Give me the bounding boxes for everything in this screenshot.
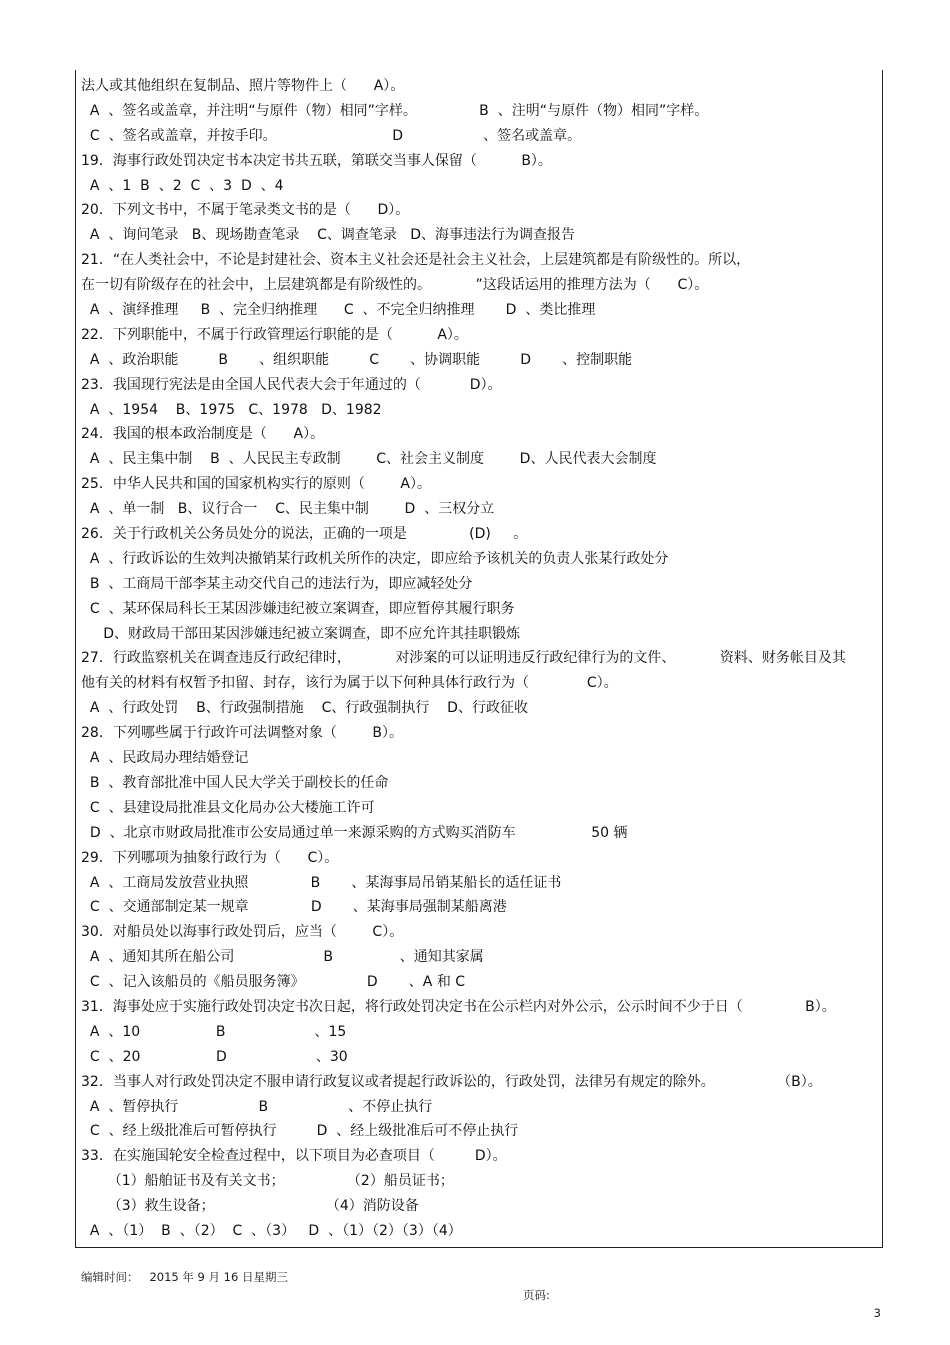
text-line: 29．下列哪项为抽象行政行为（ C）。 <box>81 849 339 866</box>
text-line: C 、经上级批准后可暂停执行 D 、经上级批准后可不停止执行 <box>81 1123 519 1140</box>
page-number: 3 <box>873 1306 881 1320</box>
text-line: 25．中华人民共和国的国家机构实行的原则（ A）。 <box>81 476 431 493</box>
page-footer <box>81 1250 881 1320</box>
text-line: C 、签名或盖章，并按手印。 D 、签名或盖章。 <box>81 127 582 144</box>
text-line: 26．关于行政机关公务员处分的说法，正确的一项是 (D) 。 <box>81 526 528 543</box>
text-line: A 、1 B 、2 C 、3 D 、4 <box>81 177 284 194</box>
text-line: A 、演绎推理 B 、完全归纳推理 C 、不完全归纳推理 D 、类比推理 <box>81 302 596 319</box>
text-line: 24．我国的根本政治制度是（ A）。 <box>81 426 325 443</box>
text-line: B 、工商局干部李某主动交代自己的违法行为，即应减轻处分 <box>81 575 473 592</box>
text-line: A 、签名或盖章，并注明“与原件（物）相同”字样。 B 、注明“与原件（物）相同”字样。 <box>81 102 709 119</box>
text-line: C 、记入该船员的《船员服务簿》 D 、A 和 C <box>81 974 466 991</box>
text-line: 19．海事行政处罚决定书本决定书共五联，第联交当事人保留（ B）。 <box>81 152 552 169</box>
text-line: A 、暂停执行 B 、不停止执行 <box>81 1098 433 1115</box>
text-line: 32．当事人对行政处罚决定不服申请行政复议或者提起行政诉讼的，行政处罚，法律另有规定的除外。 （B）。 <box>81 1073 822 1090</box>
text-line: 23．我国现行宪法是由全国人民代表大会于年通过的（ D）。 <box>81 376 502 393</box>
text-line: A 、询问笔录 B、现场勘查笔录 C、调查笔录 D、海事违法行为调查报告 <box>81 227 576 244</box>
text-line: C 、县建设局批准县文化局办公大楼施工许可 <box>81 799 375 816</box>
document-body <box>81 74 876 1244</box>
text-line: A 、政治职能 B 、组织职能 C 、协调职能 D 、控制职能 <box>81 351 633 368</box>
text-line: A 、通知其所在船公司 B 、通知其家属 <box>81 949 484 966</box>
text-line: D、财政局干部田某因涉嫌违纪被立案调查，即不应允许其挂职锻炼 <box>81 625 521 642</box>
text-line: A 、单一制 B、议行合一 C、民主集中制 D 、三权分立 <box>81 501 495 518</box>
text-line: 30．对船员处以海事行政处罚后，应当（ C）。 <box>81 924 404 941</box>
text-line: A 、10 B 、15 <box>81 1023 347 1040</box>
text-line: 31．海事处应于实施行政处罚决定书次日起，将行政处罚决定书在公示栏内对外公示，公示时间不少于日（ B）。 <box>81 998 836 1015</box>
text-line: （3）救生设备； （4）消防设备 <box>81 1198 419 1215</box>
text-line: 法人或其他组织在复制品、照片等物件上（ A）。 <box>81 78 405 94</box>
text-line: C 、交通部制定某一规章 D 、某海事局强制某船离港 <box>81 899 507 916</box>
text-line: A 、（1） B 、（2） C 、（3） D 、（1）（2）（3）（4） <box>81 1222 462 1239</box>
text-line: A 、工商局发放营业执照 B 、某海事局吊销某船长的适任证书 <box>81 874 562 891</box>
text-line: B 、教育部批准中国人民大学关于副校长的任命 <box>81 774 389 791</box>
text-line: （1）船舶证书及有关文书； （2）船员证书； <box>81 1173 454 1190</box>
text-line: 27．行政监察机关在调查违反行政纪律时， 对涉案的可以证明违反行政纪律行为的文件、 资料、财务帐目及其 <box>81 650 846 667</box>
text-line: A 、民政局办理结婚登记 <box>81 750 249 767</box>
text-line: 22．下列职能中，不属于行政管理运行职能的是（ A）。 <box>81 326 468 343</box>
text-line: 33．在实施国轮安全检查过程中，以下项目为必查项目（ D）。 <box>81 1148 507 1165</box>
text-line: C 、某环保局科长王某因涉嫌违纪被立案调查，即应暂停其履行职务 <box>81 600 515 617</box>
text-line: 他有关的材料有权暂予扣留、封存，该行为属于以下何种具体行政行为（ C）。 <box>81 675 618 692</box>
edit-time: 编辑时间： 2015 年 9 月 16 日星期三 <box>81 1270 288 1284</box>
text-line: 21．“在人类社会中，不论是封建社会、资本主义社会还是社会主义社会，上层建筑都是有阶级性的。所以， <box>81 252 751 269</box>
text-line: A 、行政处罚 B、行政强制措施 C、行政强制执行 D、行政征收 <box>81 700 528 717</box>
page-label: 页码: <box>523 1288 550 1302</box>
text-line: 20．下列文书中，不属于笔录类文书的是（ D）。 <box>81 202 410 219</box>
text-line: 在一切有阶级存在的社会中，上层建筑都是有阶级性的。 ”这段话运用的推理方法为（ C）。 <box>81 277 709 294</box>
text-line: 28．下列哪些属于行政许可法调整对象（ B）。 <box>81 725 404 742</box>
text-line: C 、20 D 、30 <box>81 1048 348 1065</box>
text-line: D 、北京市财政局批准市公安局通过单一来源采购的方式购买消防车 50 辆 <box>81 824 628 841</box>
text-line: A 、1954 B、1975 C、1978 D、1982 <box>81 401 382 418</box>
text-line: A 、民主集中制 B 、人民民主专政制 C、社会主义制度 D、人民代表大会制度 <box>81 451 657 468</box>
text-line: A 、行政诉讼的生效判决撤销某行政机关所作的决定，即应给予该机关的负责人张某行政处分 <box>81 550 669 567</box>
